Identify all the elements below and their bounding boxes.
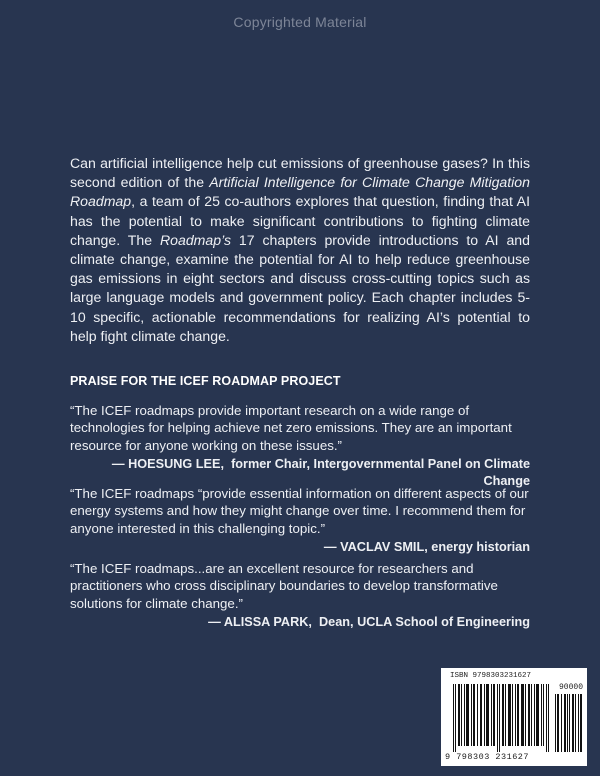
blurb-part-3: 17 chapters provide introductions to AI and climate change, examine the potential for AI to help reduce greenhouse gas emissions in eight sectors and discuss cross-cutting topics such as large language models and government policy. Each chapter includes 5-10 specific, actionable recommendations for realizing AI’s potential to help fight climate change. — [70, 231, 530, 344]
quote-author: — VACLAV SMIL, — [323, 539, 428, 554]
quote-attribution — [70, 614, 530, 631]
quote-author-role: former Chair, Intergovernmental Panel on Climate Change — [231, 456, 530, 489]
quote-author: — ALISSA PARK, — [208, 614, 312, 629]
praise-quote — [70, 560, 530, 631]
quote-attribution — [70, 539, 530, 556]
quote-author-role: Dean, UCLA School of Engineering — [319, 614, 530, 629]
barcode-main-bars — [453, 684, 549, 752]
barcode-digits: 9 798303 231627 — [445, 752, 530, 762]
blurb-part-2: , a team of 25 co-authors explores that question, finding that AI has the potential to make significant contributions to fighting climate change. The — [70, 193, 530, 248]
praise-heading: PRAISE FOR THE ICEF ROADMAP PROJECT — [70, 374, 341, 388]
quote-author: — HOESUNG LEE, — [111, 456, 224, 471]
roadmap-reference: Roadmap’s — [159, 231, 232, 248]
barcode-addon-bars — [555, 694, 583, 752]
quote-text: “The ICEF roadmaps provide important research on a wide range of technologies for helping achieve net zero emissions. They are an important resource for anyone working on these issues.” — [70, 403, 512, 453]
book-title: Artificial Intelligence for Climate Change Mitigation Roadmap — [70, 174, 530, 210]
price-code: 90000 — [559, 683, 584, 692]
copyright-watermark: Copyrighted Material — [233, 14, 367, 30]
quote-author-role: energy historian — [431, 539, 530, 554]
quote-text: “The ICEF roadmaps “provide essential information on different aspects of our energy systems and how they might change over time. I recommend them for anyone interested in this challenging topic.” — [70, 486, 529, 536]
book-blurb — [70, 154, 530, 346]
praise-quote — [70, 485, 530, 556]
isbn-barcode — [441, 668, 587, 766]
quote-text: “The ICEF roadmaps...are an excellent resource for researchers and practitioners who cross disciplinary boundaries to develop transformative solutions for climate change.” — [70, 561, 498, 611]
praise-quote — [70, 402, 530, 490]
blurb-part-1: Can artificial intelligence help cut emissions of greenhouse gases? In this second edition of the — [70, 155, 530, 191]
isbn-label: ISBN 9798303231627 — [450, 672, 532, 680]
